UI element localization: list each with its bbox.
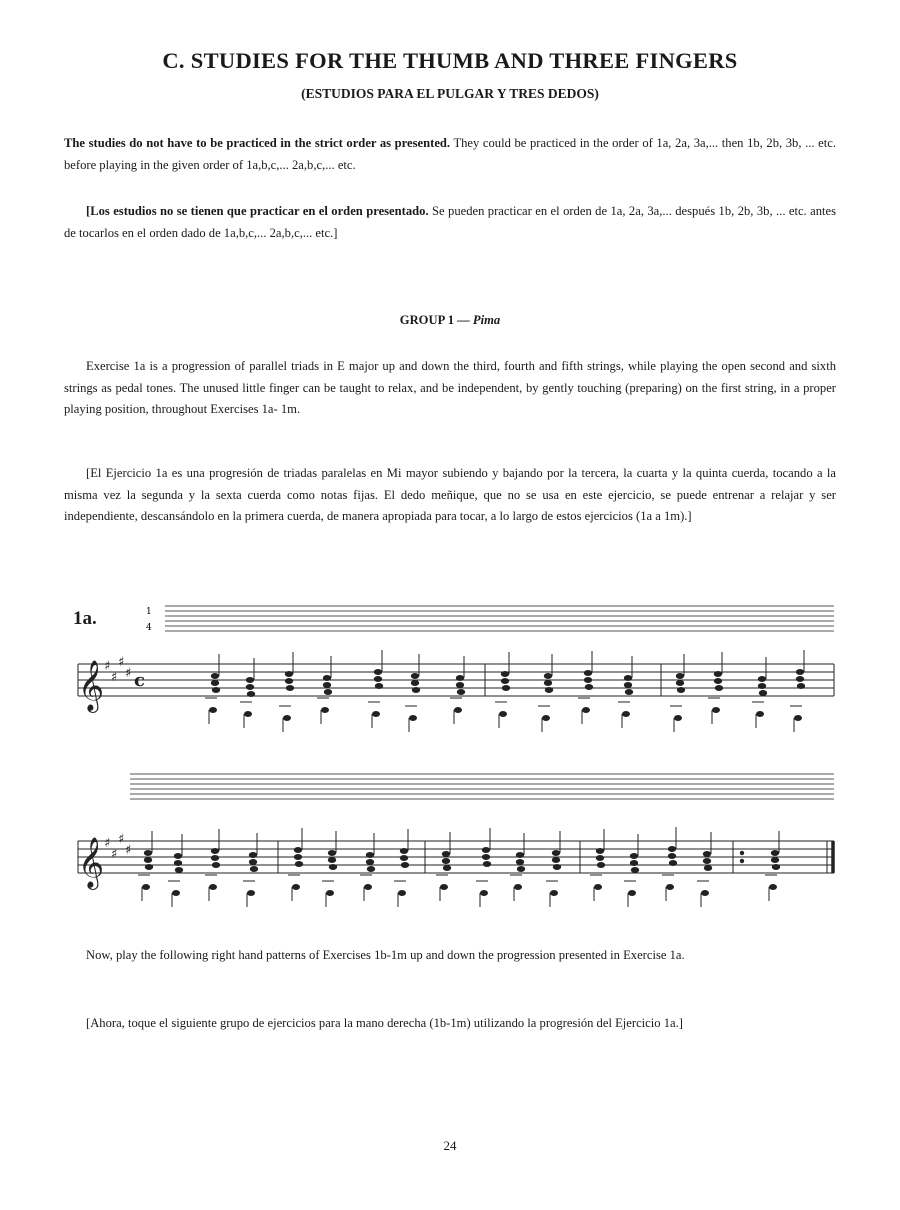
svg-text:♯: ♯ <box>125 666 132 681</box>
chord-mark <box>168 834 183 907</box>
tab-marker-bottom: 4 <box>146 623 152 633</box>
system2-staff <box>78 841 834 873</box>
svg-text:♯: ♯ <box>118 655 125 670</box>
chord-mark <box>538 654 553 732</box>
system1-chords <box>205 650 805 732</box>
system1-tab-lines <box>165 606 834 631</box>
exercise-label: 1a. <box>73 608 97 629</box>
treble-clef-icon: 𝄞 <box>78 660 105 711</box>
time-signature: c <box>134 670 145 691</box>
after-spanish-paragraph: [Ahora, toque el siguiente grupo de ejercicios para la mano derecha (1b-1m) utilizando la progresión del Ejercicio 1a.] <box>86 1016 683 1030</box>
after-english-paragraph: Now, play the following right hand patterns of Exercises 1b-1m up and down the progression presented in Exercise 1a. <box>86 948 685 962</box>
svg-text:♯: ♯ <box>111 847 118 862</box>
chord-mark <box>322 831 337 907</box>
chord-mark <box>662 827 677 901</box>
chord-mark <box>546 831 561 907</box>
chord-mark <box>405 654 420 732</box>
chord-mark <box>670 654 685 732</box>
chord-mark <box>618 656 633 728</box>
page-number: 24 <box>443 1138 457 1153</box>
intro-english-text: They could be practiced in the order of 1a, 2a, 3a,... then 1b, 2b, 3b, ... etc. before playing in the given order of 1a,b,c,... 2a,b,c,... etc. <box>64 136 836 172</box>
chord-mark <box>317 656 332 724</box>
tab-marker-top: 1 <box>146 607 152 617</box>
svg-text:♯: ♯ <box>104 836 111 851</box>
svg-text:♯: ♯ <box>118 832 125 847</box>
chord-mark <box>476 828 491 907</box>
intro-spanish-text: Se pueden practicar en el orden de 1a, 2a, 3a,... después 1b, 2b, 3b, ... etc. antes de tocarlos en el orden dado de 1a,b,c,... 2a,b,c,... etc.] <box>64 204 836 240</box>
group-label: GROUP 1 — <box>399 313 473 327</box>
intro-spanish-bold: [Los estudios no se tienen que practicar en el orden presentado. <box>86 204 429 218</box>
intro-english-bold: The studies do not have to be practiced in the strict order as presented. <box>64 136 451 150</box>
chord-mark <box>495 652 510 728</box>
group-spanish-paragraph: [El Ejercicio 1a es una progresión de triadas paralelas en Mi mayor subiendo y bajando por la tercera, la cuarta y la quinta cuerda, tocando a la misma vez la segunda y la sexta cuerda como notas fijas. El dedo meñique, que no se usa en este ejercicio, se puede entrenar a relajar y ser independiente, descansándolo en la primera cuerda, de manera apropiada para tocar, a lo largo de estos ejercicios (1a a 1m).] <box>64 466 836 523</box>
chord-mark <box>624 834 639 907</box>
page-subtitle: (ESTUDIOS PARA EL PULGAR Y TRES DEDOS) <box>301 86 599 101</box>
system2-chords <box>138 827 780 907</box>
svg-text:♯: ♯ <box>111 670 118 685</box>
group-english-paragraph: Exercise 1a is a progression of parallel triads in E major up and down the third, fourth and fifth strings, while playing the open second and sixth strings as pedal tones. The unused little finger can be taught to relax, and be independent, by gently touching (preparing) on the first string, in a proper playing position, throughout Exercises 1a- 1m. <box>64 359 836 416</box>
chord-mark <box>243 833 258 907</box>
chord-mark <box>360 833 375 901</box>
svg-text:♯: ♯ <box>104 659 111 674</box>
chord-mark <box>368 650 383 728</box>
chord-mark <box>436 832 451 901</box>
chord-mark <box>450 656 465 724</box>
chord-mark <box>510 833 525 901</box>
treble-clef-icon: 𝄞 <box>78 837 105 888</box>
system2-tab-lines <box>130 774 834 799</box>
chord-mark <box>752 657 767 728</box>
svg-text:♯: ♯ <box>125 843 132 858</box>
chord-mark <box>697 832 712 907</box>
chord-mark <box>790 650 805 732</box>
page-title: C. STUDIES FOR THE THUMB AND THREE FINGERS <box>162 48 738 73</box>
group-name: Pima <box>472 313 501 327</box>
chord-mark <box>240 658 255 728</box>
